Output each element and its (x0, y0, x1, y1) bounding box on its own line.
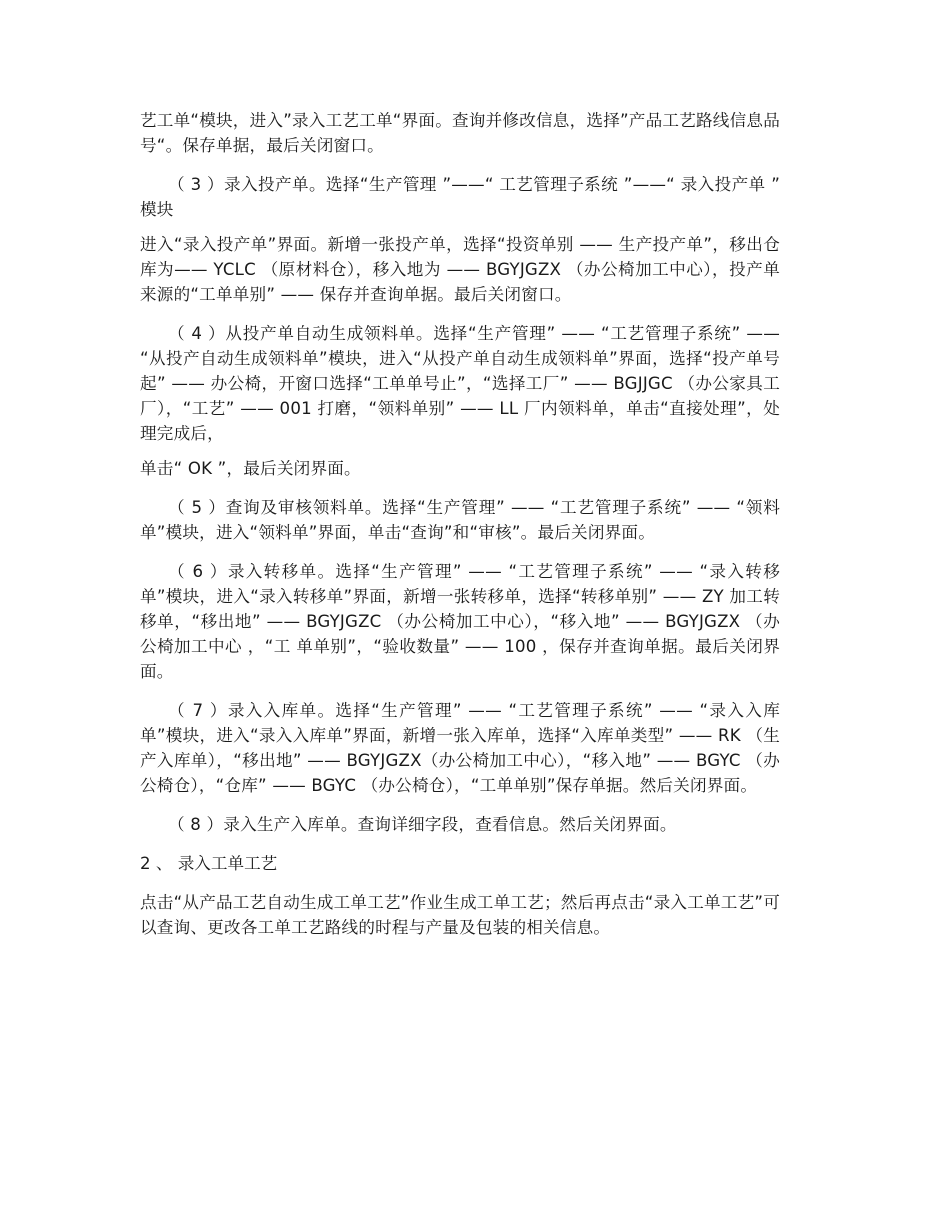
paragraph-step-7: （ 7 ）录入入库单。选择“生产管理” —— “工艺管理子系统” —— “录入入库单”模块，进入“录入入库单”界面，新增一张入库单，选择“入库单类型” —— RK （生产入库单），“移出地” —— BGYJGZX（办公椅加工中心），“移入地” —— BGYC （办公椅仓），“仓库” —— BGYC （办公椅仓），“工单单别”保存单据。然后关闭界面。 (140, 701, 780, 795)
paragraph-step-8: （ 8 ）录入生产入库单。查询详细字段，查看信息。然后关闭界面。 (168, 815, 677, 834)
paragraph-step-3-body: 进入“录入投产单”界面。新增一张投产单，选择“投资单别 —— 生产投产单”，移出仓库为—— YCLC （原材料仓），移入地为 —— BGYJGZX （办公椅加工中心），投产单来源的“工单单别” —— 保存并查询单据。最后关闭窗口。 (140, 235, 780, 304)
paragraph-step-6: （ 6 ）录入转移单。选择“生产管理” —— “工艺管理子系统” —— “录入转移单”模块，进入“录入转移单”界面，新增一张转移单，选择“转移单别” —— ZY 加工转移单，“移出地” —— BGYJGZC （办公椅加工中心），“移入地” —— BGYJGZX （办公椅加工中心 ，“工 单单别”，“验收数量” —— 100 ，保存并查询单据。最后关闭界面。 (140, 562, 780, 681)
paragraph-section-2-body: 点击“从产品工艺自动生成工单工艺”作业生成工单工艺；然后再点击“录入工单工艺”可以查询、更改各工单工艺路线的时程与产量及包装的相关信息。 (140, 893, 780, 937)
paragraph-step-4-end: 单击“ OK ”，最后关闭界面。 (140, 459, 361, 478)
document-page (140, 108, 780, 954)
paragraph-step-5: （ 5 ）查询及审核领料单。选择“生产管理” —— “工艺管理子系统” —— “领料单”模块，进入“领料单”界面，单击“查询”和“审核”。最后关闭界面。 (140, 498, 780, 542)
paragraph-step-3-title: （ 3 ）录入投产单。选择“生产管理 ”——“ 工艺管理子系统 ”——“ 录入投产单 ” 模块 (140, 175, 780, 219)
section-heading-2: 2 、 录入工单工艺 (140, 854, 278, 873)
paragraph-step-4: （ 4 ）从投产单自动生成领料单。选择“生产管理” —— “工艺管理子系统” —— “从投产自动生成领料单”模块，进入“从投产单自动生成领料单”界面，选择“投产单号起” —— 办公椅，开窗口选择“工单单号止”，“选择工厂” —— BGJJGC （办公家具工厂），“工艺” —— 001 打磨，“领料单别” —— LL 厂内领料单，单击“直接处理”，处理完成后， (140, 324, 780, 443)
paragraph-intro: 艺工单“模块，进入”录入工艺工单“界面。查询并修改信息，选择”产品工艺路线信息品号“。保存单据，最后关闭窗口。 (140, 111, 780, 155)
